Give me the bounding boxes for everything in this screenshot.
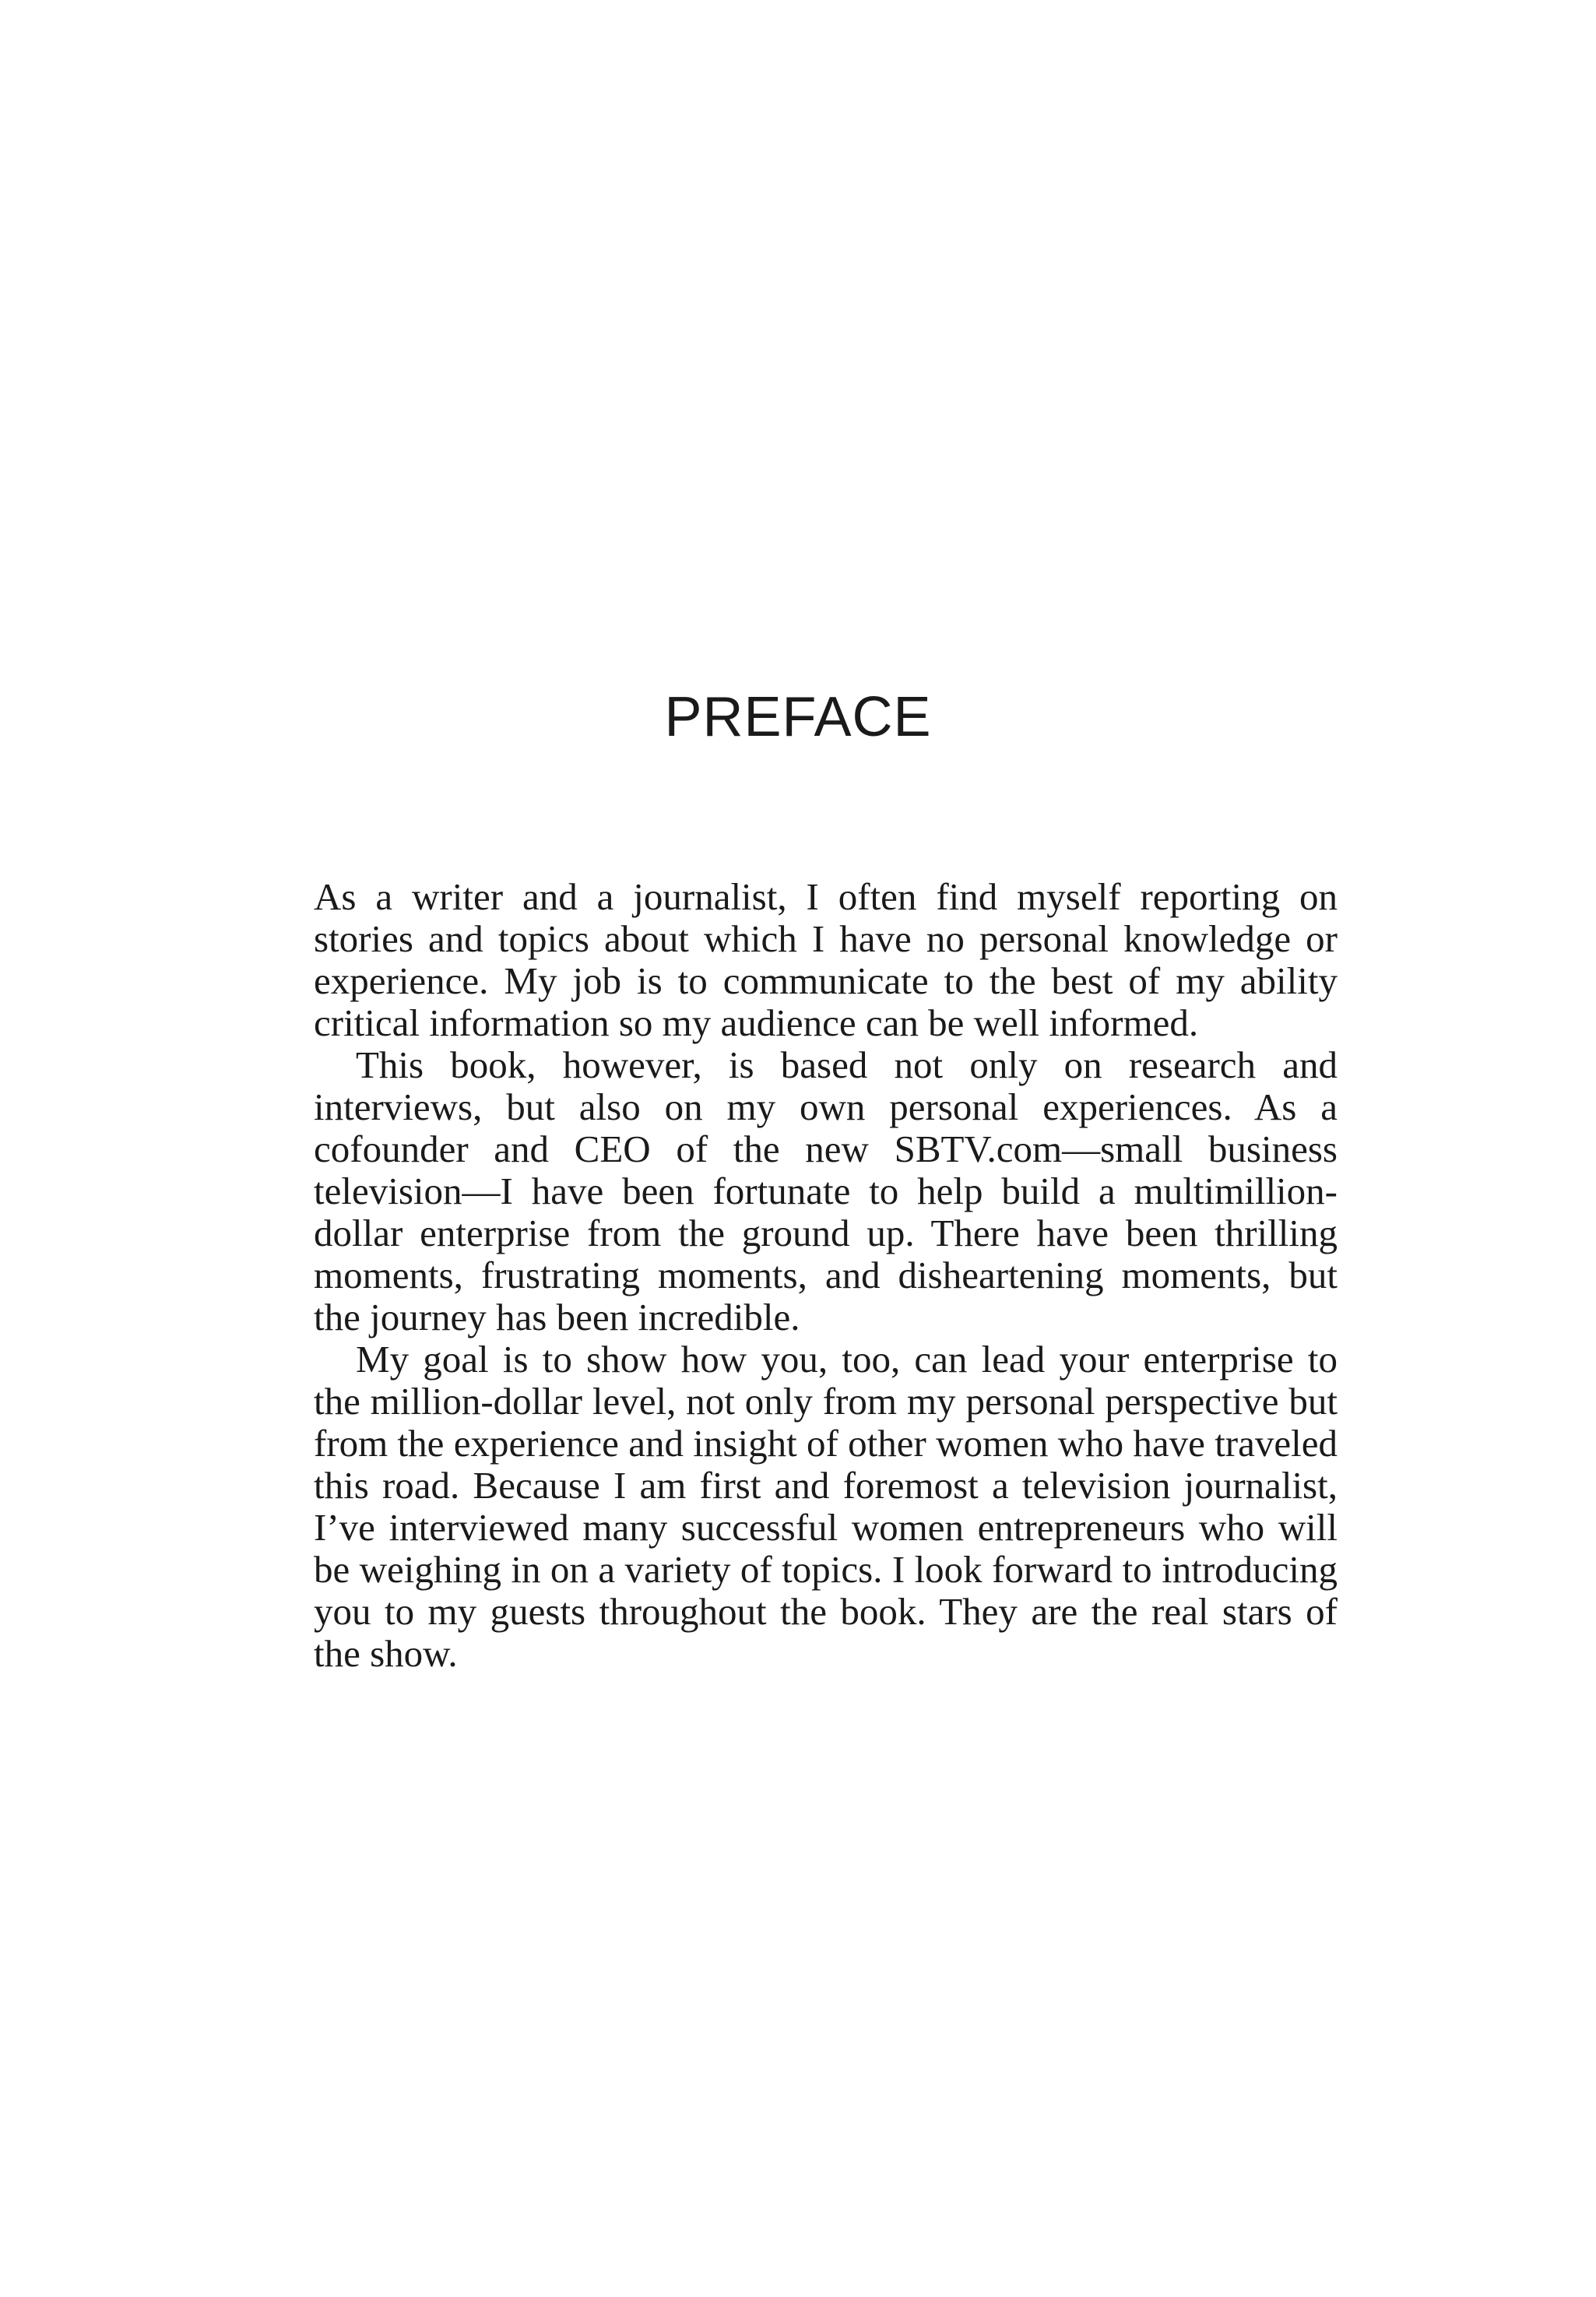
paragraph-2: This book, however, is based not only on research and interviews, but also on my own personal experiences. As a cofounder and CEO of the new SBTV.com—small business television—I have been fortunate to help build a multimillion-dollar enterprise from the ground up. There have been thrilling moments, frustrating moments, and disheartening moments, but the journey has been incredible. [314,1043,1338,1338]
paragraph-3: My goal is to show how you, too, can lead your enterprise to the million-dollar level, not only from my personal perspective but from the experience and insight of other women who have traveled this road. Because I am first and foremost a television journalist, I’ve interviewed many successful women entrepreneurs who will be weighing in on a variety of topics. I look forward to introducing you to my guests throughout the book. They are the real stars of the show. [314,1338,1338,1675]
chapter-title: PREFACE [664,686,932,748]
paragraph-1: As a writer and a journalist, I often find myself reporting on stories and topics about which I have no personal knowledge or experience. My job is to communicate to the best of my ability critical information so my audience can be well informed. [314,875,1338,1044]
preface-body [314,876,1338,1675]
